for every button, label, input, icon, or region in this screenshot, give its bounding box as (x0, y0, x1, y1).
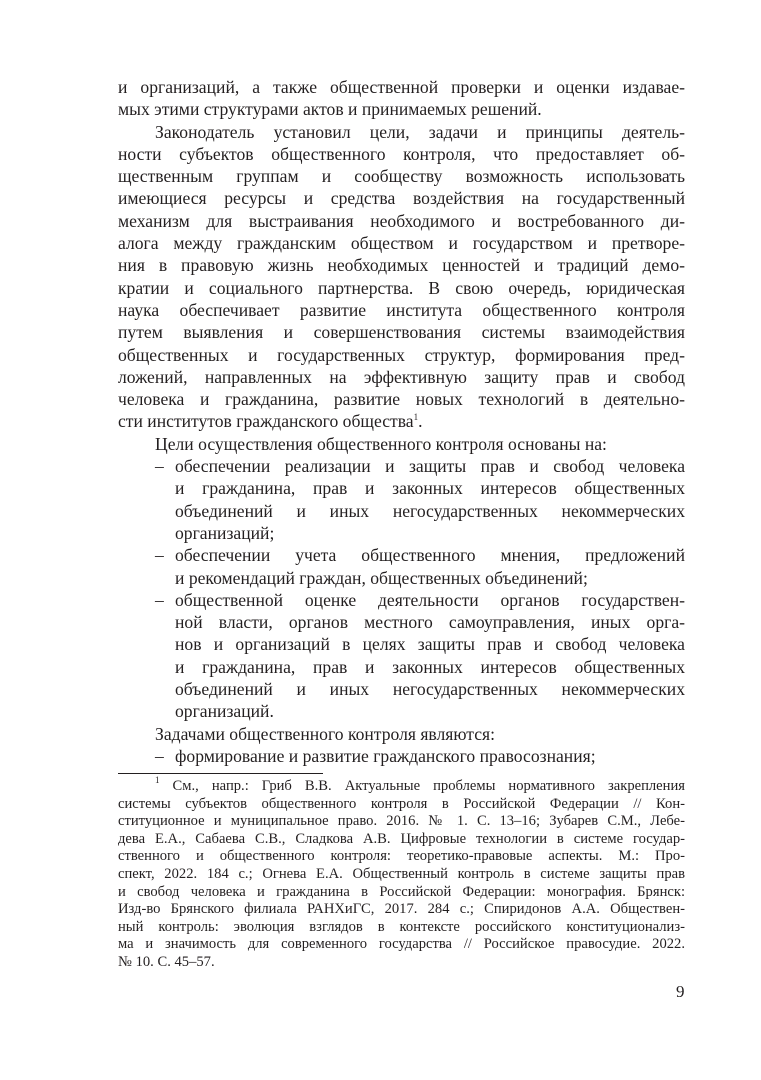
footnotes (118, 775, 685, 972)
text-line: организаций; (175, 522, 275, 543)
text-line: дева Е.А., Сабаева С.В., Сладкова А.В. Цифровые технологии в системе государ- (118, 830, 685, 847)
text-line: – обеспечении реализации и защиты прав и свобод человека (155, 456, 685, 477)
text-line: наука обеспечивает развитие института общественного контроля (118, 299, 685, 320)
footnote-separator (118, 773, 323, 774)
text-line: системы субъектов общественного контроля в Российской Федерации // Кон- (118, 795, 685, 812)
body-text (118, 76, 685, 767)
footnote-marker: 1 (155, 775, 160, 785)
list-dash: – (155, 589, 164, 610)
page-number: 9 (676, 982, 685, 1001)
paragraph (118, 433, 685, 455)
text-line: алога между гражданским обществом и государством и претворе- (118, 233, 685, 254)
text-line: механизм для выстраивания необходимого и востребованного ди- (118, 210, 685, 231)
text-line: ма и значимость для современного государства // Российское правосудие. 2022. (118, 936, 685, 953)
text-line: организаций. (175, 701, 274, 722)
paragraph (118, 723, 685, 745)
text-line: № 10. С. 45–57. (118, 953, 215, 970)
text-line: – формирование и развитие гражданского правосознания; (155, 745, 596, 766)
text-line: и свобод человека и гражданина в Российской Федерации: монография. Брянск: (118, 883, 685, 900)
text-line: Цели осуществления общественного контроля основаны на: (155, 433, 607, 454)
text-line: объединений и иных негосударственных некоммерческих (175, 679, 685, 700)
text-line: $^1$ См., напр.: Гриб В.В. Актуальные проблемы нормативного закрепления (155, 775, 685, 794)
text-line: объединений и иных негосударственных некоммерческих (175, 500, 685, 521)
text-line: путем выявления и совершенствования системы взаимодействия (118, 322, 685, 343)
text-line: ложений, направленных на эффективную защиту прав и свобод (118, 366, 685, 387)
text-line: щественным группам и сообществу возможность использовать (118, 166, 685, 187)
text-line: ности субъектов общественного контроля, что предоставляет об- (118, 143, 685, 164)
text-line: ный контроль: эволюция взглядов в контексте российского конституционализ- (118, 918, 685, 935)
text-line: ституционное и муниципальное право. 2016. № 1. С. 13–16; Зубарев С.М., Лебе- (118, 813, 685, 830)
list-dash: – (155, 545, 164, 566)
text-line: и рекомендаций граждан, общественных объединений; (175, 567, 588, 588)
list-item (118, 544, 685, 589)
footnote (118, 775, 685, 972)
text-line: ной власти, органов местного самоуправления, иных орга- (175, 612, 685, 633)
list-item (118, 745, 685, 767)
continuation (118, 76, 685, 121)
list-item (118, 589, 685, 723)
list-item (118, 455, 685, 544)
text-line: нов и организаций в целях защиты прав и свобод человека (175, 634, 685, 655)
text-line: Законодатель установил цели, задачи и принципы деятель- (155, 121, 685, 142)
text-line: Задачами общественного контроля являются: (155, 723, 495, 744)
text-line: сти институтов гражданского общества$^1$. (118, 411, 423, 432)
paragraph (118, 121, 685, 433)
text-line: – обеспечении учета общественного мнения, предложений (155, 545, 685, 566)
text-line: и организаций, а также общественной проверки и оценки издавае- (118, 77, 685, 97)
list-dash: – (155, 456, 164, 477)
text-line: спект, 2022. 184 с.; Огнева Е.А. Общественный контроль в системе защиты прав (118, 865, 685, 882)
text-line: Изд-во Брянского филиала РАНХиГС, 2017. 284 с.; Спиридонов А.А. Обществен- (118, 901, 685, 918)
text-line: и гражданина, прав и законных интересов общественных (175, 478, 685, 499)
text-line: имеющиеся ресурсы и средства воздействия на государственный (118, 188, 685, 209)
text-line: ния в правовую жизнь необходимых ценностей и традиций демо- (118, 255, 685, 276)
text-line: кратии и социального партнерства. В свою очередь, юридическая (118, 277, 685, 298)
text-line: общественных и государственных структур, формирования пред- (118, 344, 685, 365)
text-line: и гражданина, прав и законных интересов общественных (175, 656, 685, 677)
text-line: человека и гражданина, развитие новых технологий в деятельно- (118, 389, 685, 410)
text-line: ственного и общественного контроля: теоретико-правовые аспекты. М.: Про- (118, 848, 685, 865)
text-line: мых этими структурами актов и принимаемых решений. (118, 99, 542, 120)
text-line: – общественной оценке деятельности органов государствен- (155, 589, 685, 610)
footnote-ref[interactable]: 1 (413, 412, 419, 423)
list-dash: – (155, 745, 164, 766)
